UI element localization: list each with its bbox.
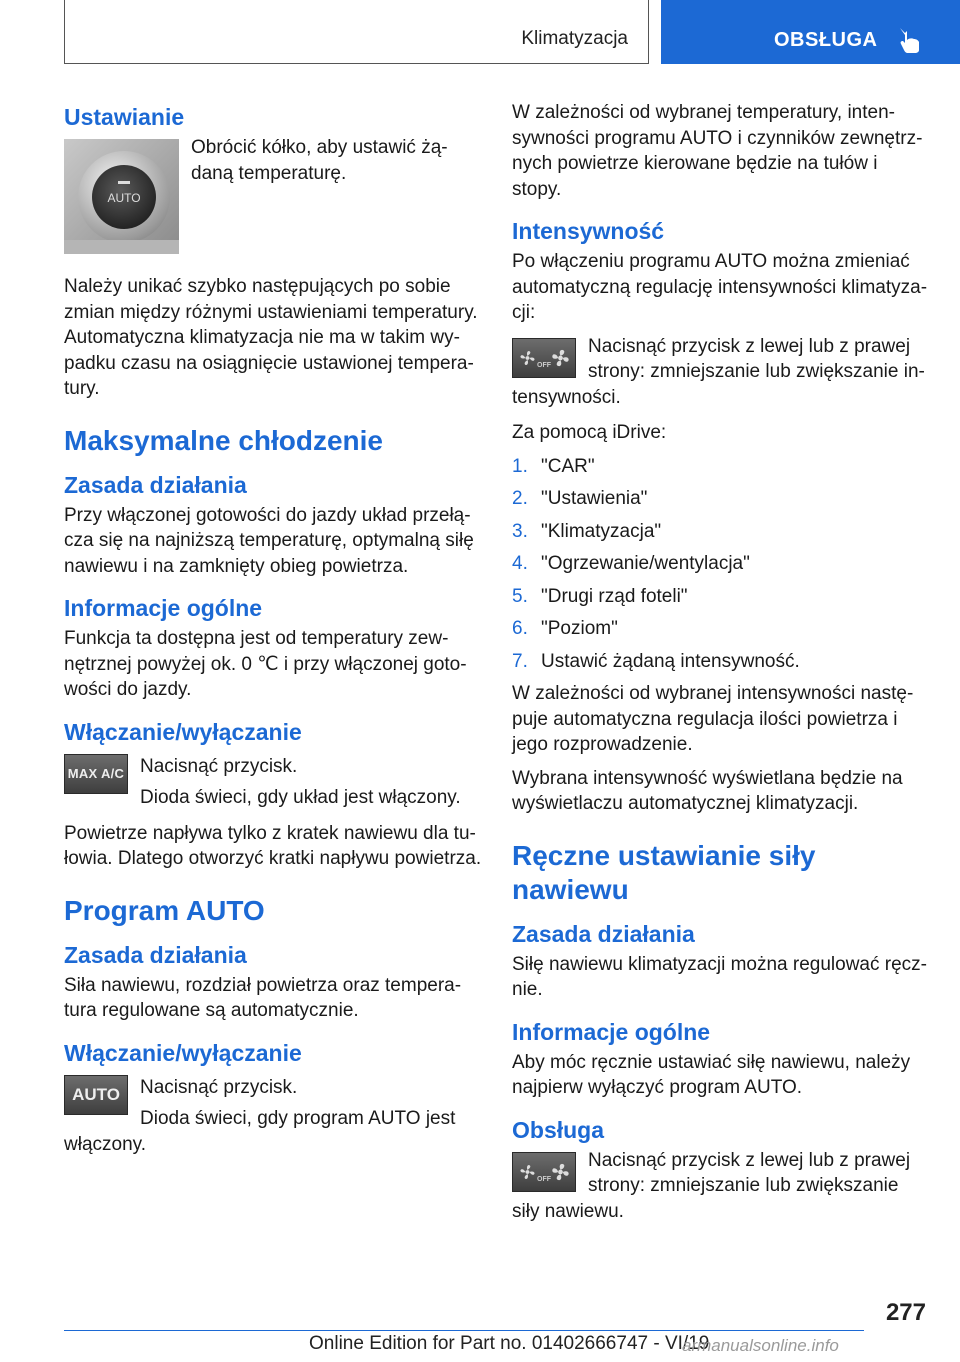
fan-off-label: OFF	[537, 1175, 551, 1183]
paragraph-fan-principle: Siłę nawiewu klimatyzacji można regulować ręcznie.	[512, 953, 927, 1000]
pointing-hand-icon	[897, 26, 923, 54]
heading-auto-program: Program AUTO	[64, 894, 265, 926]
edition-note: Online Edition for Part no. 01402666747 - VI/19	[309, 1333, 710, 1354]
auto-button-image: AUTO	[64, 1075, 128, 1115]
heading-max-cooling: Maksymalne chłodzenie	[64, 424, 384, 456]
paragraph-max-air: Powietrze napływa tylko z kratek nawiewu dla tułowia. Dlatego otworzyć kratki napływu powietrza.	[64, 822, 482, 869]
list-item: 5. "Drugi rząd foteli"	[512, 585, 688, 607]
page-number: 277	[885, 1299, 926, 1326]
paragraph-auto-airflow: W zależności od wybranej temperatury, intensywności programu AUTO i czynników zewnętrznych powietrze kierowane będzie na tułów i stopy.	[512, 102, 923, 200]
fan-small-icon	[518, 1162, 537, 1182]
footer-rule	[64, 1330, 864, 1331]
paragraph-max-info: Funkcja ta dostępna jest od temperatury zewnętrznej powyżej ok. 0 ℃ i przy włączonej gotowości do jazdy.	[64, 628, 467, 700]
intensity-button-block	[512, 334, 930, 411]
page-header	[0, 0, 960, 66]
dial-auto-label: AUTO	[107, 191, 141, 205]
heading-fan-info: Informacje ogólne	[512, 1018, 711, 1045]
paragraph-intensity-after: W zależności od wybranej intensywności następuje automatyczna regulacja ilości powietrza i jego rozprowadzenie.	[512, 683, 914, 755]
watermark-text: armanualsonline.info	[682, 1336, 839, 1355]
heading-manual-fan: Ręczne ustawianie siły nawiewu	[512, 839, 816, 905]
max-led-text: Dioda świeci, gdy układ jest włączony.	[140, 787, 461, 808]
list-item: 2. "Ustawienia"	[512, 488, 648, 509]
auto-led-text: Dioda świeci, gdy program AUTO jest włączony.	[64, 1108, 456, 1155]
list-item: 1. "CAR"	[512, 455, 595, 477]
heading-max-onoff: Włączanie/wyłączanie	[64, 718, 302, 745]
list-item: 7. Ustawić żądaną intensywność.	[512, 650, 800, 672]
heading-fan-principle: Zasada działania	[512, 920, 695, 947]
fan-button-image	[512, 338, 576, 378]
temperature-dial-block	[64, 135, 482, 260]
chapter-tab	[661, 0, 960, 64]
heading-max-principle: Zasada działania	[64, 471, 247, 498]
list-item: 4. "Ogrzewanie/wentylacja"	[512, 553, 750, 574]
paragraph-intensity: Po włączeniu programu AUTO można zmieniać automatyczną regulację intensywności klimatyzacji:	[512, 251, 928, 323]
max-ac-button-image: MAX A/C	[64, 754, 128, 794]
left-column	[64, 100, 482, 1157]
paragraph-idrive: Za pomocą iDrive:	[512, 422, 667, 443]
auto-button-block	[64, 1071, 482, 1158]
paragraph-auto-principle: Siła nawiewu, rozdział powietrza oraz temperatura regulowane są automatycznie.	[64, 974, 462, 1021]
fan-large-icon	[551, 1162, 570, 1182]
fan-button-image-2	[512, 1152, 576, 1192]
fan-button-block	[512, 1148, 930, 1225]
heading-intensity: Intensywność	[512, 218, 665, 244]
heading-auto-onoff: Włączanie/wyłączanie	[64, 1039, 302, 1066]
intensity-press-text: Nacisnąć przycisk z lewej lub z prawej strony: zmniejszanie lub zwiększanie intensywności.	[512, 335, 925, 408]
dial-caption: Obrócić kółko, aby ustawić żądaną temperaturę.	[191, 137, 448, 184]
idrive-steps-list	[512, 454, 930, 675]
heading-auto-principle: Zasada działania	[64, 941, 247, 968]
list-item: 3. "Klimatyzacja"	[512, 520, 662, 542]
paragraph-fan-info: Aby móc ręcznie ustawiać siłę nawiewu, należy najpierw wyłączyć program AUTO.	[512, 1051, 911, 1098]
fan-press-text: Nacisnąć przycisk z lewej lub z prawej strony: zmniejszanie lub zwiększanie siły nawiewu.	[512, 1149, 911, 1222]
paragraph-max-principle: Przy włączonej gotowości do jazdy układ przełącza się na najniższą temperaturę, optymalną siłę nawiewu i na zamknięty obieg powietrza.	[64, 504, 474, 577]
dial-base	[64, 240, 179, 254]
chapter-tab-label: OBSŁUGA	[774, 29, 878, 51]
right-column	[512, 100, 930, 1224]
section-title: Klimatyzacja	[521, 28, 628, 49]
dial-minus-mark	[118, 181, 130, 184]
fan-large-icon	[551, 348, 570, 368]
heading-ustawianie: Ustawianie	[64, 104, 185, 130]
temperature-dial-image	[64, 139, 179, 254]
fan-small-icon	[518, 348, 537, 368]
paragraph-intensity-display: Wybrana intensywność wyświetlana będzie na wyświetlaczu automatycznej klimatyzacji.	[512, 767, 903, 814]
heading-max-info: Informacje ogólne	[64, 595, 263, 621]
max-press-text: Nacisnąć przycisk.	[140, 755, 298, 777]
list-item: 6. "Poziom"	[512, 618, 618, 639]
auto-press-text: Nacisnąć przycisk.	[140, 1076, 298, 1098]
heading-fan-operation: Obsługa	[512, 1116, 605, 1143]
fan-off-label: OFF	[537, 361, 551, 369]
max-ac-button-block	[64, 750, 482, 811]
paragraph-temp-change: Należy unikać szybko następujących po sobie zmian między różnymi ustawieniami temperatury. Automatyczna klimatyzacja nie ma w takim wypadku czasu na osiągnięcie ustawionej temperatury.	[64, 276, 478, 399]
